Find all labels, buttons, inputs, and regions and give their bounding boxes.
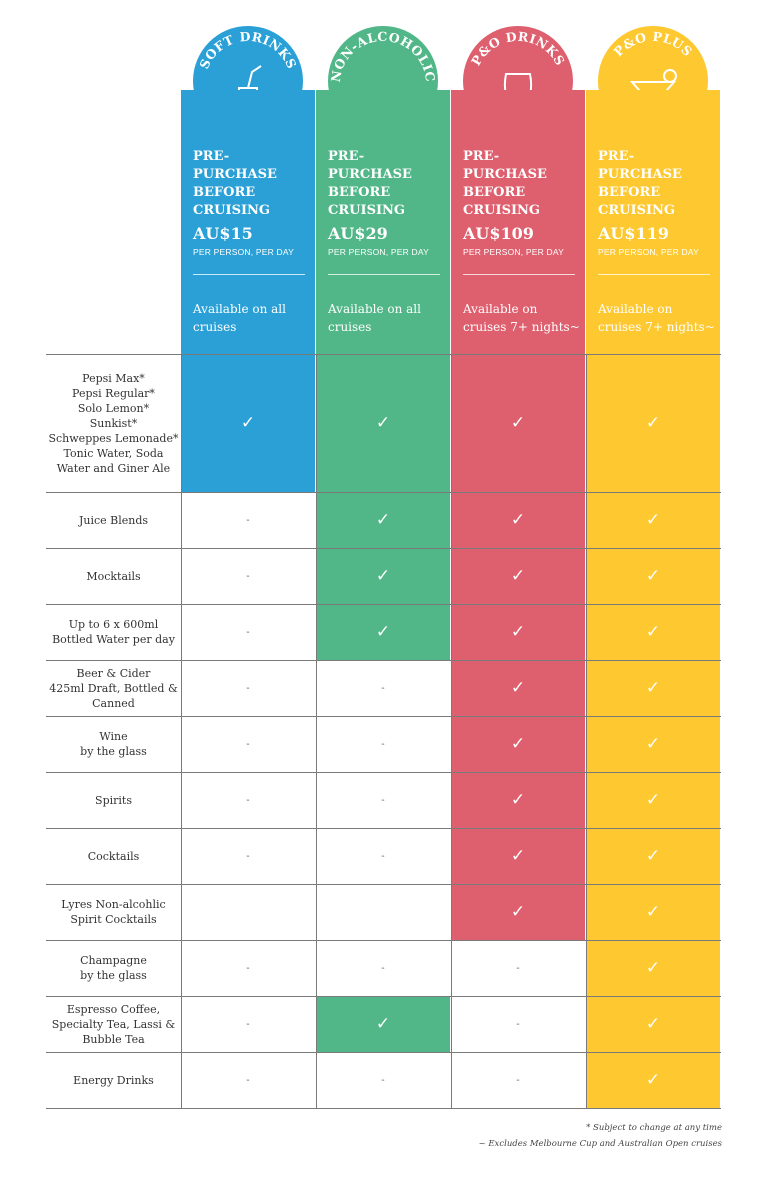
check-icon: ✓ <box>586 660 720 716</box>
row-divider <box>46 548 721 549</box>
table-row <box>46 772 721 828</box>
table-row <box>46 660 721 716</box>
check-icon: ✓ <box>586 1052 720 1108</box>
check-icon: ✓ <box>586 716 720 772</box>
check-icon: ✓ <box>586 884 720 940</box>
row-divider <box>46 604 721 605</box>
header-divider <box>463 274 575 275</box>
check-icon: ✓ <box>316 354 450 492</box>
column-divider <box>451 354 452 1108</box>
header-divider <box>193 274 305 275</box>
blank-cell <box>181 884 315 940</box>
row-divider <box>46 1052 721 1053</box>
check-icon: ✓ <box>451 660 585 716</box>
footnote-excludes-events: ~ Excludes Melbourne Cup and Australian Open cruises <box>478 1139 722 1149</box>
row-label: Cocktails <box>87 849 140 863</box>
not-included-dash: - <box>181 548 315 604</box>
table-row <box>46 884 721 940</box>
column-divider <box>316 354 317 1108</box>
row-divider <box>46 884 721 885</box>
not-included-dash: - <box>181 604 315 660</box>
not-included-dash: - <box>181 1052 315 1108</box>
check-icon: ✓ <box>451 492 585 548</box>
header-divider <box>598 274 710 275</box>
prepurchase-label: PRE-PURCHASE BEFORE CRUISING <box>328 149 412 218</box>
price: AU$119 <box>598 224 669 243</box>
availability: Available on cruises 7+ nights~ <box>463 302 580 334</box>
row-divider <box>46 716 721 717</box>
not-included-dash: - <box>451 1052 585 1108</box>
package-name-pno: P&O DRINKS <box>467 28 569 69</box>
blank-cell <box>316 884 450 940</box>
check-icon: ✓ <box>586 492 720 548</box>
prepurchase-label: PRE-PURCHASE BEFORE CRUISING <box>193 149 277 218</box>
not-included-dash: - <box>181 492 315 548</box>
per-person-per-day: PER PERSON, PER DAY <box>193 247 294 257</box>
header-soft <box>181 90 315 354</box>
not-included-dash: - <box>316 660 450 716</box>
not-included-dash: - <box>181 996 315 1052</box>
row-label: Champagne by the glass <box>80 954 147 982</box>
header-divider <box>328 274 440 275</box>
footnote-subject-to-change: * Subject to change at any time <box>586 1123 722 1133</box>
price: AU$29 <box>328 224 388 243</box>
not-included-dash: - <box>451 940 585 996</box>
check-icon: ✓ <box>451 716 585 772</box>
not-included-dash: - <box>181 940 315 996</box>
per-person-per-day: PER PERSON, PER DAY <box>598 247 699 257</box>
row-divider <box>46 828 721 829</box>
not-included-dash: - <box>316 716 450 772</box>
not-included-dash: - <box>451 996 585 1052</box>
table-row <box>46 492 721 548</box>
prepurchase-label: PRE-PURCHASE BEFORE CRUISING <box>463 149 547 218</box>
availability: Available on all cruises <box>193 302 286 334</box>
table-row <box>46 1052 721 1108</box>
check-icon: ✓ <box>316 996 450 1052</box>
not-included-dash: - <box>316 828 450 884</box>
row-label: Up to 6 x 600ml Bottled Water per day <box>52 618 175 646</box>
row-label: Wine by the glass <box>80 730 147 758</box>
not-included-dash: - <box>181 660 315 716</box>
row-label: Lyres Non-alcohlic Spirit Cocktails <box>61 898 166 926</box>
table-row <box>46 604 721 660</box>
header-plus <box>586 90 720 354</box>
check-icon: ✓ <box>451 884 585 940</box>
row-divider <box>46 772 721 773</box>
row-divider <box>46 660 721 661</box>
row-divider <box>46 996 721 997</box>
header-pno <box>451 90 585 354</box>
check-icon: ✓ <box>316 548 450 604</box>
table-row <box>46 354 721 492</box>
package-name-soft: SOFT DRINKS <box>196 28 300 72</box>
prepurchase-label: PRE-PURCHASE BEFORE CRUISING <box>598 149 682 218</box>
check-icon: ✓ <box>181 354 315 492</box>
check-icon: ✓ <box>451 772 585 828</box>
row-divider <box>46 492 721 493</box>
table-row <box>46 940 721 996</box>
check-icon: ✓ <box>451 828 585 884</box>
row-label: Mocktails <box>86 569 141 583</box>
check-icon: ✓ <box>316 492 450 548</box>
not-included-dash: - <box>316 772 450 828</box>
package-name-non: NON-ALCOHOLIC <box>327 28 439 84</box>
availability: Available on cruises 7+ nights~ <box>598 302 715 334</box>
table-row <box>46 548 721 604</box>
table-row <box>46 996 721 1052</box>
check-icon: ✓ <box>586 996 720 1052</box>
price: AU$15 <box>193 224 253 243</box>
not-included-dash: - <box>181 716 315 772</box>
column-divider <box>586 354 587 1108</box>
row-divider <box>46 354 721 355</box>
availability: Available on all cruises <box>328 302 421 334</box>
check-icon: ✓ <box>586 772 720 828</box>
check-icon: ✓ <box>586 828 720 884</box>
check-icon: ✓ <box>451 604 585 660</box>
not-included-dash: - <box>316 940 450 996</box>
row-label: Spirits <box>95 793 132 807</box>
check-icon: ✓ <box>451 354 585 492</box>
per-person-per-day: PER PERSON, PER DAY <box>328 247 429 257</box>
row-divider <box>46 940 721 941</box>
row-label: Juice Blends <box>78 513 149 527</box>
row-label: Espresso Coffee, Specialty Tea, Lassi & Bubble Tea <box>51 1002 176 1046</box>
header-non <box>316 90 450 354</box>
table-row <box>46 716 721 772</box>
package-name-plus: P&O PLUS <box>610 28 696 60</box>
row-divider <box>46 1108 721 1109</box>
check-icon: ✓ <box>451 548 585 604</box>
not-included-dash: - <box>181 828 315 884</box>
row-label: Pepsi Max* Pepsi Regular* Solo Lemon* Sunkist* Schweppes Lemonade* Tonic Water, Soda Water and Giner Ale <box>48 371 179 475</box>
check-icon: ✓ <box>316 604 450 660</box>
row-label: Energy Drinks <box>73 1073 154 1087</box>
price: AU$109 <box>463 224 534 243</box>
column-divider <box>181 354 182 1108</box>
not-included-dash: - <box>181 772 315 828</box>
per-person-per-day: PER PERSON, PER DAY <box>463 247 564 257</box>
table-row <box>46 828 721 884</box>
check-icon: ✓ <box>586 548 720 604</box>
not-included-dash: - <box>316 1052 450 1108</box>
row-label: Beer & Cider 425ml Draft, Bottled & Canned <box>49 666 178 710</box>
check-icon: ✓ <box>586 354 720 492</box>
check-icon: ✓ <box>586 940 720 996</box>
check-icon: ✓ <box>586 604 720 660</box>
